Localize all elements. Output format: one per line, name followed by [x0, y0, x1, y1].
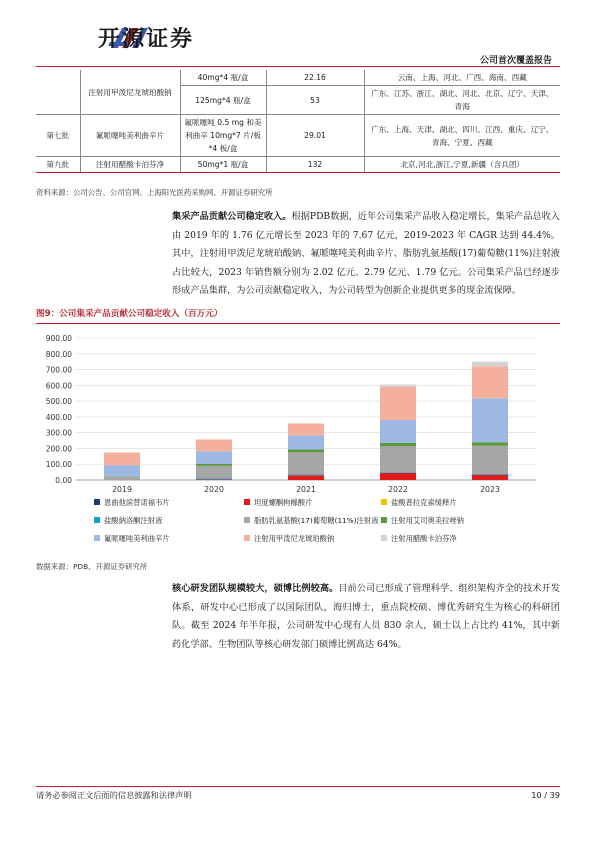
report-type: 公司首次覆盖报告: [479, 56, 552, 66]
table-cell-drug: 注射用醋酸卡泊芬净: [80, 157, 180, 173]
bar-segment: [196, 466, 232, 479]
y-tick-label: 900.00: [45, 334, 72, 343]
legend-label: 注射用艾司奥美拉唑钠: [391, 516, 464, 525]
table-cell-batch: 第九批: [36, 157, 80, 173]
table-cell-price: 132: [266, 157, 364, 173]
y-tick-label: 100.00: [45, 460, 72, 470]
table-cell-price: 22.16: [266, 70, 364, 86]
table-row: [36, 115, 560, 157]
table-row: [36, 157, 560, 173]
paragraph-heading: 核心研发团队规模较大，硕博比例较高。: [172, 583, 339, 594]
bar-segment: [380, 472, 416, 473]
bar-segment: [288, 474, 324, 475]
page-number: 10 / 39: [531, 790, 560, 800]
x-tick-label: 2021: [296, 485, 316, 494]
bar-segment: [196, 464, 232, 466]
x-tick-label: 2023: [480, 485, 500, 494]
paragraph-heading: 集采产品贡献公司稳定收入。: [172, 211, 292, 222]
table-cell-provinces: 广东、江苏、浙江、湖北、河北、北京、辽宁、天津、青海: [364, 86, 560, 115]
legend-label: 注射用醋酸卡泊芬净: [391, 534, 457, 543]
y-tick-label: 0.00: [55, 476, 72, 485]
table-cell-spec: 40mg*4 瓶/盒: [180, 70, 266, 86]
bar-segment: [380, 446, 416, 472]
x-tick-label: 2019: [112, 485, 132, 494]
table-cell-spec: 50mg*1 瓶/盒: [180, 157, 266, 173]
table-cell-provinces: 广东、上海、天津、湖北、四川、江西、重庆、辽宁、青海、宁夏、西藏: [364, 115, 560, 157]
table-cell-batch: 第七批: [36, 115, 80, 157]
legend-swatch: [381, 517, 387, 523]
bar-segment: [104, 465, 140, 476]
bar-segment: [380, 443, 416, 446]
logo-text: 开源证券: [98, 27, 195, 52]
bar-segment: [288, 450, 324, 453]
table-cell-drug: 氟哌噻吨美利曲辛片: [80, 115, 180, 157]
footer-rule: [36, 786, 560, 787]
bar-segment: [196, 439, 232, 451]
bar-segment: [380, 420, 416, 443]
table-cell-drug: 注射用甲泼尼龙琥珀酸钠: [80, 70, 180, 115]
legend-swatch: [244, 499, 250, 505]
figure-title: 图9：公司集采产品贡献公司稳定收入（百万元）: [36, 307, 560, 324]
table-cell-spec: 氟哌噻吨 0.5 mg 和美利曲辛 10mg*7 片/板*4 板/盒: [180, 115, 266, 157]
table-cell-price: 29.01: [266, 115, 364, 157]
table-source: 资料来源：公司公告、公司官网、上海阳光医药采购网、开源证券研究所: [36, 188, 273, 197]
table-cell-spec: 125mg*4 瓶/盒: [180, 86, 266, 115]
x-tick-label: 2022: [388, 485, 408, 494]
bar-segment: [288, 452, 324, 474]
y-tick-label: 200.00: [45, 444, 72, 454]
table-cell-price: 53: [266, 86, 364, 115]
y-tick-label: 400.00: [45, 412, 72, 422]
bar-segment: [104, 477, 140, 480]
footer-disclaimer: 请务必参阅正文后面的信息披露和法律声明: [36, 790, 192, 800]
procurement-table: [36, 70, 560, 173]
legend-label: 盐酸納洛酮注射液: [104, 516, 163, 525]
table-row: [36, 70, 560, 86]
y-tick-label: 800.00: [45, 349, 72, 359]
bar-segment: [472, 442, 508, 445]
legend-label: 盐酸普拉克索缓释片: [391, 498, 457, 507]
stacked-bar-chart: [36, 330, 560, 560]
paragraph-body: 根据PDB数据，近年公司集采产品收入稳定增长，集采产品总收入由 2019 年的 1.76 亿元增长至 2023 年的 7.67 亿元，2019-2023 年 CAGR 达到 44.4%。其中，注射用甲泼尼龙琥珀酸钠、氟哌噻吨美利曲辛片、脂肪乳氨基酸(17)葡萄糖(11%)注射液占比较大，2023 年销售额分别为 2.02 亿元、2.79 亿元、1.79 亿元。公司集采产品已经逐步形成产品集群，为公司贡献稳定收入，为公司转型为创新企业提供更多的现金流保障。: [172, 211, 560, 296]
x-tick-label: 2020: [204, 485, 224, 494]
figure-source: 数据来源：PDB、开源证券研究所: [36, 562, 148, 571]
bar-segment: [196, 451, 232, 464]
legend-swatch: [94, 535, 100, 541]
bar-segment: [472, 362, 508, 367]
legend-swatch: [244, 535, 250, 541]
table-cell-provinces: 北京,河北,浙江,宁夏,新疆（含兵团）: [364, 157, 560, 173]
y-tick-label: 300.00: [45, 428, 72, 438]
bar-segment: [472, 475, 508, 480]
bar-segment: [196, 478, 232, 479]
table-cell-batch: [36, 70, 80, 115]
bar-segment: [288, 435, 324, 449]
legend-label: 坦度螺酮枸橼酸片: [254, 498, 313, 507]
paragraph-procurement: [172, 208, 560, 301]
legend-swatch: [381, 535, 387, 541]
y-tick-label: 600.00: [45, 381, 72, 391]
bar-segment: [380, 387, 416, 420]
paragraph-rd-team: [172, 580, 560, 654]
legend-swatch: [94, 499, 100, 505]
legend-swatch: [94, 517, 100, 523]
legend-label: 注射用甲泼尼龙琥珀酸钠: [254, 534, 335, 543]
bar-segment: [380, 473, 416, 480]
bar-segment: [288, 475, 324, 480]
bar-segment: [472, 366, 508, 398]
y-tick-label: 700.00: [45, 365, 72, 375]
bar-segment: [288, 424, 324, 436]
legend-swatch: [244, 517, 250, 523]
header-rule: [36, 66, 560, 67]
bar-segment: [104, 453, 140, 466]
legend-label: 氟哌噻吨美利曲辛片: [104, 534, 170, 543]
legend-label: 恩曲他滨替诺福韦片: [104, 498, 170, 507]
legend-swatch: [381, 499, 387, 505]
bar-segment: [472, 474, 508, 475]
bar-segment: [472, 446, 508, 474]
bar-segment: [472, 398, 508, 442]
legend-label: 脂肪乳氨基酸(17)葡萄糖(11%)注射液: [254, 516, 379, 525]
table-cell-provinces: 云南、上海、河北、广西、海南、西藏: [364, 70, 560, 86]
paragraph-body: 目前公司已形成了管理科学、组织架构齐全的技术开发体系，研发中心已形成了以国际团队，海归博士，重点院校硕、博优秀研究生为核心的科研团队。截至 2024 年半年报，公司研发中心现有人员 830 余人，硕士以上占比约 41%，其中新药化学部、生物团队等核心研发部门硕博比例高达 64%。: [172, 583, 561, 650]
bar-segment: [380, 385, 416, 387]
y-tick-label: 500.00: [45, 397, 72, 407]
